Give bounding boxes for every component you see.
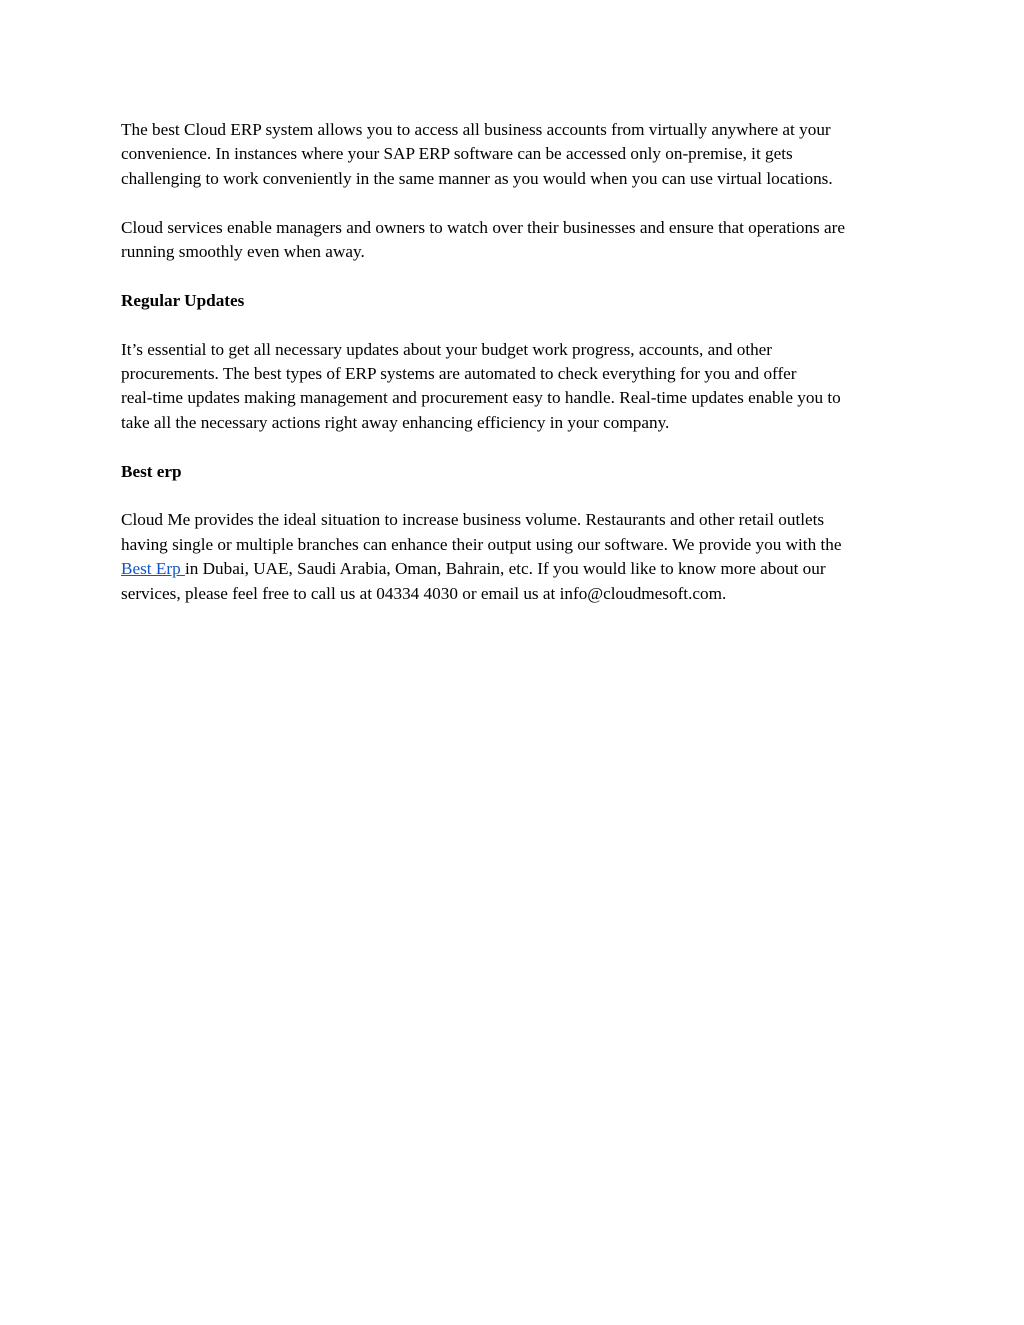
- text-line: challenging to work conveniently in the same manner as you would when you can use virtual locations.: [121, 168, 833, 188]
- document-body: [121, 118, 911, 630]
- text-line: Cloud Me provides the ideal situation to increase business volume. Restaurants and other retail outlets: [121, 510, 825, 530]
- text-line: Cloud services enable managers and owners to watch over their businesses and ensure that operations are: [121, 217, 846, 237]
- contact-paragraph: [121, 508, 911, 606]
- text-line: procurements. The best types of ERP systems are automated to check everything for you and offer: [121, 364, 797, 384]
- text-line-with-link: [121, 557, 911, 581]
- intro-paragraph: [121, 118, 911, 191]
- text-line: services, please feel free to call us at 04334 4030 or email us at info@cloudmesoft.com.: [121, 583, 727, 603]
- cloud-services-paragraph: [121, 216, 911, 265]
- text-line: convenience. In instances where your SAP ERP software can be accessed only on-premise, it gets: [121, 144, 793, 164]
- text-line: real-time updates making management and procurement easy to handle. Real-time updates enable you to: [121, 388, 841, 408]
- text-line: The best Cloud ERP system allows you to access all business accounts from virtually anywhere at your: [121, 120, 831, 139]
- text-line: having single or multiple branches can enhance their output using our software. We provide you with the: [121, 534, 842, 554]
- text-line: take all the necessary actions right away enhancing efficiency in your company.: [121, 412, 670, 432]
- best-erp-heading: Best erp: [121, 461, 182, 481]
- regular-updates-heading: Regular Updates: [121, 290, 245, 310]
- updates-paragraph: [121, 338, 911, 436]
- text-line: running smoothly even when away.: [121, 242, 365, 262]
- best-erp-link[interactable]: Best Erp: [121, 559, 185, 579]
- text-line: It’s essential to get all necessary updates about your budget work progress, accounts, and other: [121, 339, 773, 359]
- text-after-link: in Dubai, UAE, Saudi Arabia, Oman, Bahrain, etc. If you would like to know more about our: [184, 559, 826, 579]
